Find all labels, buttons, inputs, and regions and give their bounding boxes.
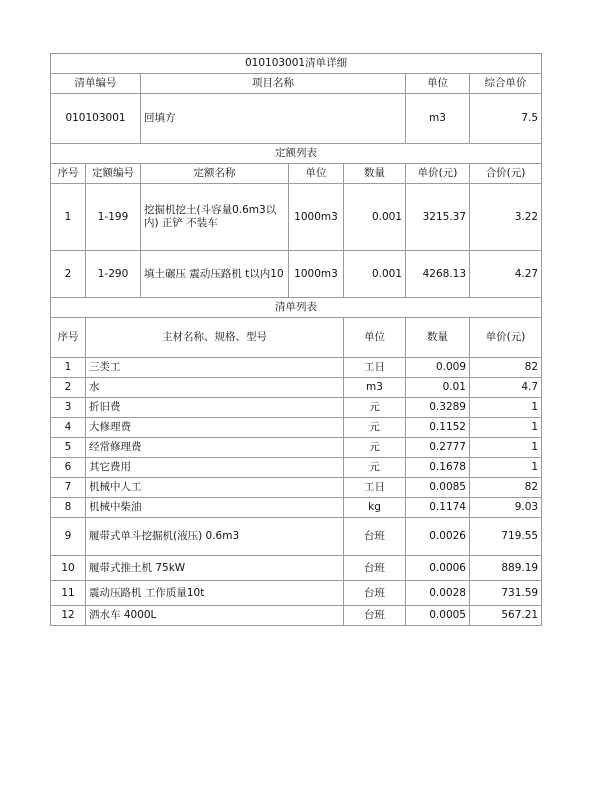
quota-section-title: 定额列表 xyxy=(51,144,542,164)
material-no: 5 xyxy=(51,438,86,458)
material-header-unit: 单位 xyxy=(344,318,406,358)
quota-qty: 0.001 xyxy=(344,184,406,251)
material-row xyxy=(51,581,542,606)
quota-header-total: 合价(元) xyxy=(470,164,542,184)
material-name: 经常修理费 xyxy=(86,438,344,458)
material-unit: 台班 xyxy=(344,606,406,626)
material-price: 1 xyxy=(470,438,542,458)
quota-unit: 1000m3 xyxy=(289,184,344,251)
material-header-price: 单价(元) xyxy=(470,318,542,358)
material-price: 1 xyxy=(470,398,542,418)
material-price: 567.21 xyxy=(470,606,542,626)
item-name: 回填方 xyxy=(141,94,406,144)
sheet-title: 010103001清单详细 xyxy=(51,54,542,74)
bill-item-row xyxy=(51,94,542,144)
composite-price-header: 综合单价 xyxy=(470,74,542,94)
unit-header: 单位 xyxy=(406,74,470,94)
material-unit: 元 xyxy=(344,418,406,438)
quota-header-name: 定额名称 xyxy=(141,164,289,184)
quota-no: 2 xyxy=(51,251,86,298)
material-no: 1 xyxy=(51,358,86,378)
material-qty: 0.0028 xyxy=(406,581,470,606)
title-row xyxy=(51,54,542,74)
material-name: 大修理费 xyxy=(86,418,344,438)
quota-header-code: 定额编号 xyxy=(86,164,141,184)
quota-name: 填土碾压 震动压路机 t以内10 xyxy=(141,251,289,298)
quota-row xyxy=(51,251,542,298)
material-unit: 工日 xyxy=(344,358,406,378)
material-unit: 台班 xyxy=(344,556,406,581)
quota-section-row xyxy=(51,144,542,164)
item-unit: m3 xyxy=(406,94,470,144)
material-qty: 0.009 xyxy=(406,358,470,378)
material-no: 12 xyxy=(51,606,86,626)
material-no: 11 xyxy=(51,581,86,606)
material-header-row xyxy=(51,318,542,358)
quota-price: 4268.13 xyxy=(406,251,470,298)
quota-qty: 0.001 xyxy=(344,251,406,298)
material-unit: 台班 xyxy=(344,581,406,606)
material-qty: 0.0026 xyxy=(406,518,470,556)
material-no: 6 xyxy=(51,458,86,478)
material-name: 折旧费 xyxy=(86,398,344,418)
material-unit: 台班 xyxy=(344,518,406,556)
material-qty: 0.1174 xyxy=(406,498,470,518)
material-row xyxy=(51,518,542,556)
material-header-qty: 数量 xyxy=(406,318,470,358)
material-name: 机械中人工 xyxy=(86,478,344,498)
material-header-no: 序号 xyxy=(51,318,86,358)
quota-header-row xyxy=(51,164,542,184)
material-row xyxy=(51,498,542,518)
quota-header-no: 序号 xyxy=(51,164,86,184)
quota-total: 3.22 xyxy=(470,184,542,251)
material-price: 889.19 xyxy=(470,556,542,581)
material-name: 履带式推土机 75kW xyxy=(86,556,344,581)
bill-header-row xyxy=(51,74,542,94)
quota-row xyxy=(51,184,542,251)
material-row xyxy=(51,606,542,626)
material-name: 洒水车 4000L xyxy=(86,606,344,626)
material-price: 719.55 xyxy=(470,518,542,556)
material-no: 4 xyxy=(51,418,86,438)
material-no: 2 xyxy=(51,378,86,398)
item-name-header: 项目名称 xyxy=(141,74,406,94)
material-price: 9.03 xyxy=(470,498,542,518)
quota-code: 1-290 xyxy=(86,251,141,298)
material-price: 4.7 xyxy=(470,378,542,398)
material-name: 履带式单斗挖掘机(液压) 0.6m3 xyxy=(86,518,344,556)
material-no: 3 xyxy=(51,398,86,418)
bill-detail-table xyxy=(50,53,542,626)
material-unit: 元 xyxy=(344,458,406,478)
material-unit: kg xyxy=(344,498,406,518)
material-qty: 0.0006 xyxy=(406,556,470,581)
material-section-row xyxy=(51,298,542,318)
material-qty: 0.0085 xyxy=(406,478,470,498)
material-row xyxy=(51,438,542,458)
material-qty: 0.01 xyxy=(406,378,470,398)
material-price: 82 xyxy=(470,358,542,378)
material-row xyxy=(51,418,542,438)
material-unit: 工日 xyxy=(344,478,406,498)
material-row xyxy=(51,556,542,581)
material-qty: 0.0005 xyxy=(406,606,470,626)
material-row xyxy=(51,478,542,498)
material-name: 震动压路机 工作质量10t xyxy=(86,581,344,606)
material-row xyxy=(51,398,542,418)
material-no: 8 xyxy=(51,498,86,518)
quota-code: 1-199 xyxy=(86,184,141,251)
material-no: 7 xyxy=(51,478,86,498)
material-price: 82 xyxy=(470,478,542,498)
material-header-name: 主材名称、规格、型号 xyxy=(86,318,344,358)
quota-no: 1 xyxy=(51,184,86,251)
material-unit: m3 xyxy=(344,378,406,398)
material-qty: 0.1152 xyxy=(406,418,470,438)
material-price: 1 xyxy=(470,418,542,438)
quota-unit: 1000m3 xyxy=(289,251,344,298)
quota-header-unit: 单位 xyxy=(289,164,344,184)
bill-code: 010103001 xyxy=(51,94,141,144)
material-qty: 0.3289 xyxy=(406,398,470,418)
material-unit: 元 xyxy=(344,398,406,418)
material-name: 水 xyxy=(86,378,344,398)
material-name: 其它费用 xyxy=(86,458,344,478)
material-row xyxy=(51,378,542,398)
material-qty: 0.1678 xyxy=(406,458,470,478)
quota-price: 3215.37 xyxy=(406,184,470,251)
material-price: 1 xyxy=(470,458,542,478)
quota-header-qty: 数量 xyxy=(344,164,406,184)
material-section-title: 清单列表 xyxy=(51,298,542,318)
material-name: 机械中柴油 xyxy=(86,498,344,518)
quota-name: 挖掘机挖土(斗容量0.6m3以内) 正铲 不装车 xyxy=(141,184,289,251)
material-no: 9 xyxy=(51,518,86,556)
item-price: 7.5 xyxy=(470,94,542,144)
material-unit: 元 xyxy=(344,438,406,458)
material-price: 731.59 xyxy=(470,581,542,606)
material-row xyxy=(51,358,542,378)
material-row xyxy=(51,458,542,478)
material-name: 三类工 xyxy=(86,358,344,378)
material-no: 10 xyxy=(51,556,86,581)
bill-code-header: 清单编号 xyxy=(51,74,141,94)
quota-header-price: 单价(元) xyxy=(406,164,470,184)
quota-total: 4.27 xyxy=(470,251,542,298)
material-qty: 0.2777 xyxy=(406,438,470,458)
